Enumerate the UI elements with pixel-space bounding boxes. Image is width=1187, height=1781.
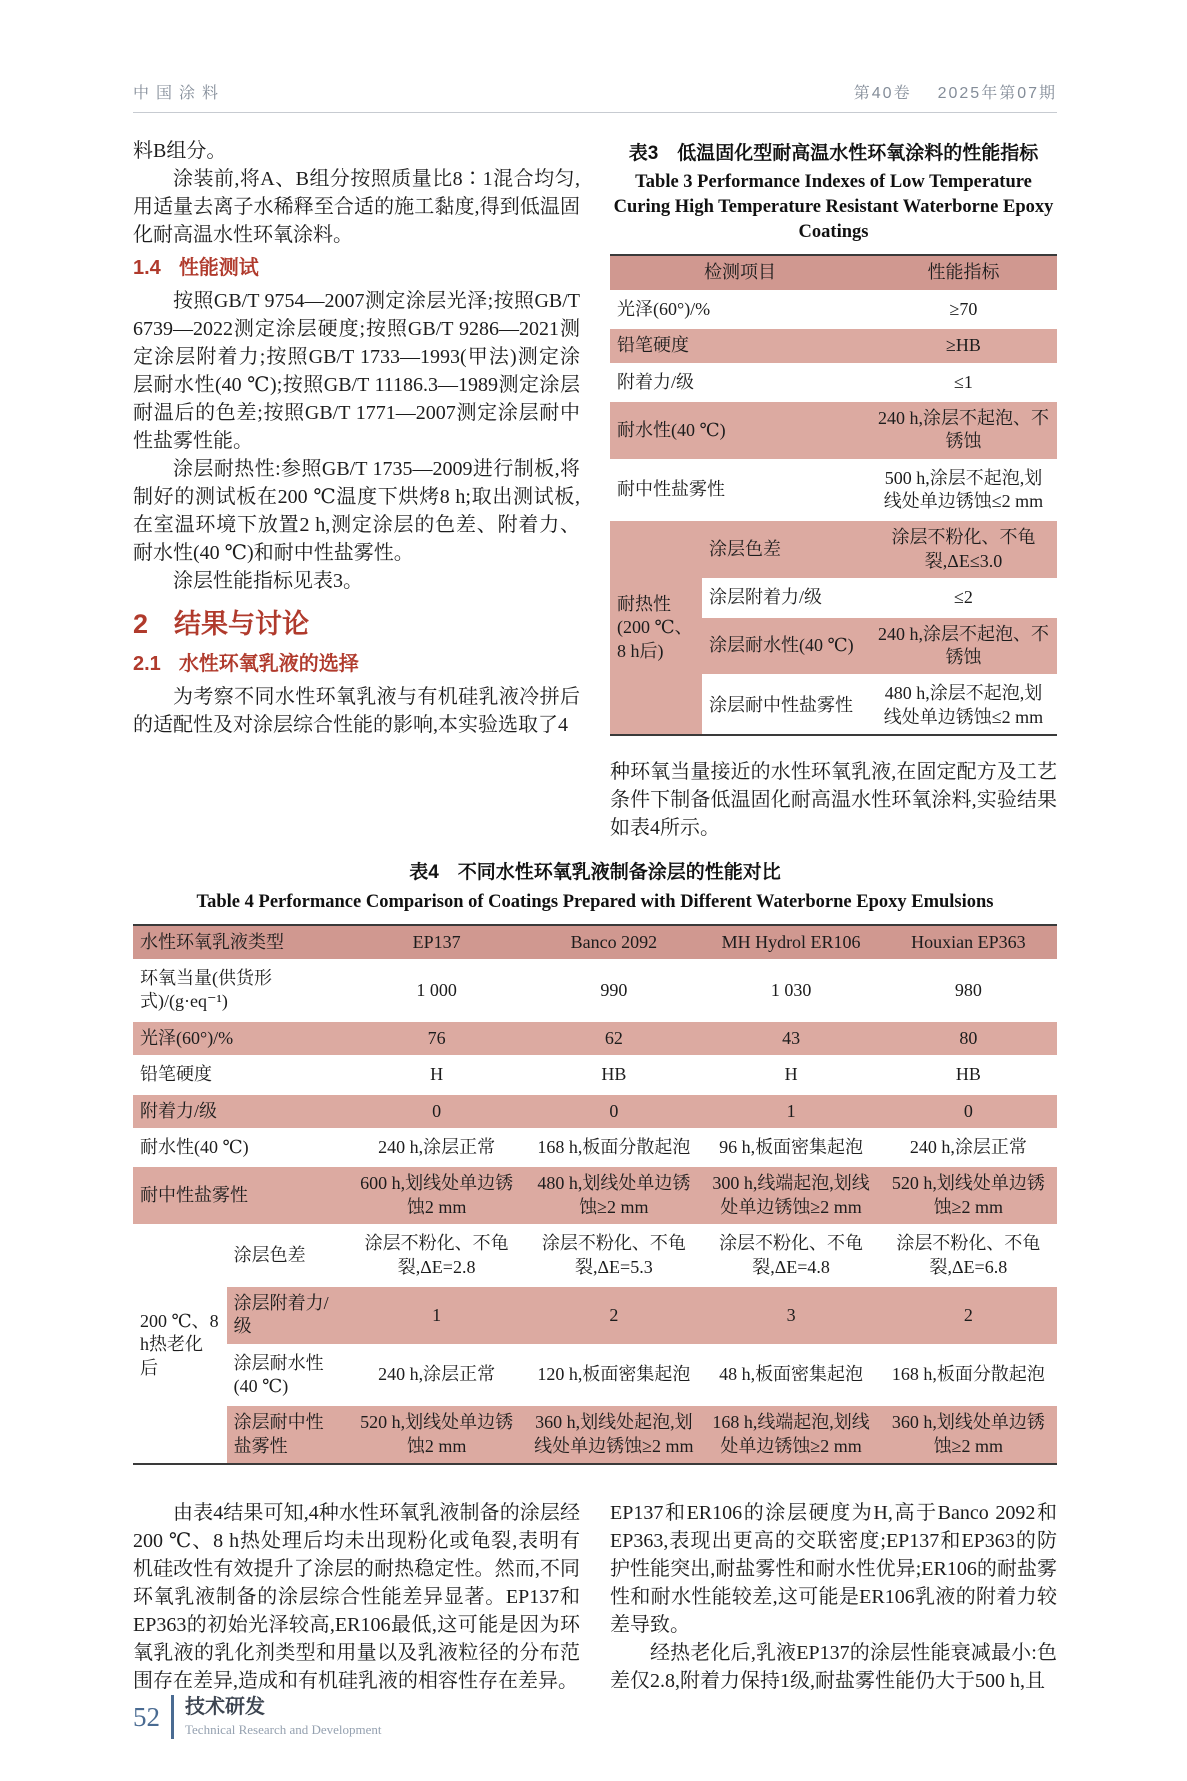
table3-header-value: 性能指标 [870,255,1057,291]
row-label: 涂层附着力/级 [227,1285,348,1345]
cell: 0 [880,1093,1057,1129]
table-row [610,364,1057,400]
paragraph: 涂层耐热性:参照GB/T 1735—2009进行制板,将制好的测试板在200 ℃温度下烘烤8 h;取出测试板,在室温环境下放置2 h,测定涂层的色差、附着力、耐水性(40 ℃)和耐中性盐雾性。 [133,458,580,564]
section-heading-2 [133,603,580,645]
section-number: 2 [133,609,149,639]
bottom-right-column [610,1499,1057,1695]
row-label: 涂层耐中性盐雾性 [709,695,853,716]
cell: 涂层不粉化、不龟裂,ΔE=2.8 [348,1226,525,1286]
footer-section-en: Technical Research and Development [185,1722,382,1738]
footer-divider-bar [171,1695,174,1739]
row-value: ≥HB [870,328,1057,364]
cell: 62 [525,1020,702,1056]
table-row [610,328,1057,364]
section-number: 2.1 [133,653,161,675]
table4-title-cn: 表4 不同水性环氧乳液制备涂层的性能对比 [409,862,781,884]
cell: 3 [702,1285,879,1345]
cell: 480 h,划线处单边锈蚀≥2 mm [525,1166,702,1226]
journal-name: 中国涂料 [133,85,226,102]
cell: 168 h,线端起泡,划线处单边锈蚀≥2 mm [702,1405,879,1464]
table-row [610,400,1057,460]
paragraph: 为考察不同水性环氧乳液与有机硅乳液冷拼后的适配性及对涂层综合性能的影响,本实验选取了4 [133,686,580,736]
cell: 96 h,板面密集起泡 [702,1129,879,1165]
row-label: 铅笔硬度 [610,328,870,364]
cell: 990 [525,961,702,1021]
table3-title-cn: 表3 低温固化型耐高温水性环氧涂料的性能指标 [628,143,1039,164]
cell: 240 h,涂层正常 [348,1129,525,1165]
paragraph: 经热老化后,乳液EP137的涂层性能衰减最小:色差仅2.8,附着力保持1级,耐盐雾性能仍大于500 h,且 [610,1642,1057,1693]
table4-header-col: Banco 2092 [525,925,702,961]
group-label: 200 ℃、8 h热老化后 [140,1311,219,1378]
bottom-two-column-section [133,1499,1057,1695]
table4 [133,924,1057,1466]
row-label: 耐水性(40 ℃) [610,400,870,460]
page-footer [133,1695,1057,1739]
footer-section-cn: 技术研发 [185,1696,265,1719]
row-label: 涂层色差 [227,1226,348,1286]
table-row [133,1405,1057,1464]
row-value: ≤1 [870,364,1057,400]
bottom-left-column [133,1499,580,1695]
table3-title-en: Table 3 Performance Indexes of Low Temperature Curing High Temperature Resistant Waterborne Epoxy Coatings [613,172,1054,243]
row-label: 耐中性盐雾性 [610,460,870,520]
cell: 520 h,划线处单边锈蚀≥2 mm [880,1166,1057,1226]
table-row [133,1285,1057,1345]
cell: 0 [525,1093,702,1129]
paragraph: 涂层性能指标见表3。 [173,570,363,592]
paragraph: 种环氧当量接近的水性环氧乳液,在固定配方及工艺条件下制备低温固化耐高温水性环氧涂料,实验结果如表4所示。 [610,761,1057,840]
row-label: 耐中性盐雾性 [133,1166,348,1226]
cell: 2 [880,1285,1057,1345]
page-number: 52 [133,1701,160,1732]
cell: 1 [348,1285,525,1345]
row-label: 铅笔硬度 [133,1057,348,1093]
cell: 1 030 [702,961,879,1021]
table4-header-row [133,925,1057,961]
cell: H [702,1057,879,1093]
table-row [133,1093,1057,1129]
row-value: 500 h,涂层不起泡,划线处单边锈蚀≤2 mm [870,460,1057,520]
section-title: 性能测试 [178,257,259,279]
cell: 168 h,板面分散起泡 [880,1345,1057,1405]
table-row [133,1129,1057,1165]
table-row [610,291,1057,327]
table4-header-type: 水性环氧乳液类型 [133,925,348,961]
table-row [133,1057,1057,1093]
volume-issue [854,80,1057,103]
cell: 240 h,涂层正常 [880,1129,1057,1165]
cell: 1 [702,1093,879,1129]
section-heading-1-4 [133,252,580,284]
paragraph: 涂装前,将A、B组分按照质量比8∶1混合均匀,用适量去离子水稀释至合适的施工黏度,得到低温固化耐高温水性环氧涂料。 [133,168,580,246]
cell: 168 h,板面分散起泡 [525,1129,702,1165]
table-row [610,460,1057,520]
row-label: 环氧当量(供货形式)/(g·eq⁻¹) [133,961,348,1021]
row-label: 涂层耐中性盐雾性 [227,1405,348,1464]
row-value: ≤2 [870,580,1057,616]
cell: H [348,1057,525,1093]
cell: 80 [880,1020,1057,1056]
table-row [610,520,1057,580]
cell: 980 [880,961,1057,1021]
paragraph: 由表4结果可知,4种水性环氧乳液制备的涂层经200 ℃、8 h热处理后均未出现粉化或龟裂,表明有机硅改性有效提升了涂层的耐热稳定性。然而,不同环氧乳液制备的涂层综合性能差异显著。EP137和EP363的初始光泽较高,ER106最低,这可能是因为环氧乳液的乳化剂类型和用量以及乳液粒径的分布范围存在差异,造成和有机硅乳液的相容性存在差异。 [133,1502,580,1693]
table-row [133,1166,1057,1226]
table4-title-en: Table 4 Performance Comparison of Coatings Prepared with Different Waterborne Epoxy Emulsions [196,891,994,912]
cell: 1 000 [348,961,525,1021]
row-label: 附着力/级 [133,1093,348,1129]
top-left-column [133,137,580,842]
table3-header-item: 检测项目 [610,255,870,291]
cell: 520 h,划线处单边锈蚀2 mm [348,1405,525,1464]
row-value: 480 h,涂层不起泡,划线处单边锈蚀≤2 mm [883,683,1044,727]
cell: 涂层不粉化、不龟裂,ΔE=5.3 [525,1226,702,1286]
page-header [133,80,1057,113]
row-label: 涂层色差 [702,520,870,580]
row-value: 240 h,涂层不起泡、不锈蚀 [870,400,1057,460]
table3 [610,254,1057,736]
cell: 360 h,划线处起泡,划线处单边锈蚀≥2 mm [525,1405,702,1464]
row-value: 240 h,涂层不起泡、不锈蚀 [870,616,1057,676]
paragraph: 按照GB/T 9754—2007测定涂层光泽;按照GB/T 6739—2022测定涂层硬度;按照GB/T 9286—2021测定涂层附着力;按照GB/T 1733—1993(甲法)测定涂层耐水性(40 ℃);按照GB/T 11186.3—1989测定涂层耐温后的色差;按照GB/T 1771—2007测定涂层耐中性盐雾性能。 [133,290,580,452]
section-title: 结果与讨论 [174,609,310,639]
table4-header-col: EP137 [348,925,525,961]
row-label: 耐水性(40 ℃) [133,1129,348,1165]
cell: 240 h,涂层正常 [348,1345,525,1405]
table4-block [133,858,1057,1465]
volume-label: 第40卷 [853,85,912,102]
row-label: 涂层附着力/级 [702,580,870,616]
table-row [133,1020,1057,1056]
group-label: 耐热性(200 ℃、8 h后) [610,520,702,735]
cell: 涂层不粉化、不龟裂,ΔE=4.8 [702,1226,879,1286]
top-right-column [610,137,1057,842]
cell: 120 h,板面密集起泡 [525,1345,702,1405]
cell: 600 h,划线处单边锈蚀2 mm [348,1166,525,1226]
section-heading-2-1 [133,648,580,680]
cell: 涂层不粉化、不龟裂,ΔE=6.8 [880,1226,1057,1286]
row-label: 光泽(60°)/% [133,1020,348,1056]
cell: 48 h,板面密集起泡 [702,1345,879,1405]
table3-header-row [610,255,1057,291]
row-value: ≥70 [870,291,1057,327]
footer-section [185,1696,382,1738]
cell: HB [880,1057,1057,1093]
row-label: 涂层耐水性(40 ℃) [227,1345,348,1405]
table-row [133,961,1057,1021]
cell: 2 [525,1285,702,1345]
cell: 0 [348,1093,525,1129]
table3-block [610,139,1057,736]
row-label: 光泽(60°)/% [610,291,870,327]
table4-header-col: Houxian EP363 [880,925,1057,961]
section-number: 1.4 [133,257,161,279]
cell: 43 [702,1020,879,1056]
paragraph: 料B组分。 [133,140,227,162]
row-value: 涂层不粉化、不龟裂,ΔE≤3.0 [870,520,1057,580]
cell: 360 h,划线处单边锈蚀≥2 mm [880,1405,1057,1464]
cell: 300 h,线端起泡,划线处单边锈蚀≥2 mm [702,1166,879,1226]
section-title: 水性环氧乳液的选择 [178,653,359,675]
cell: 76 [348,1020,525,1056]
row-label: 涂层耐水性(40 ℃) [702,616,870,676]
cell: HB [525,1057,702,1093]
table4-header-col: MH Hydrol ER106 [702,925,879,961]
row-label: 附着力/级 [610,364,870,400]
issue-label: 2025年第07期 [937,85,1057,102]
paragraph: EP137和ER106的涂层硬度为H,高于Banco 2092和EP363,表现出更高的交联密度;EP137和EP363的防护性能突出,耐盐雾性和耐水性优异;ER106的耐盐雾性和耐水性能较差,这可能是ER106乳液的附着力较差导致。 [610,1502,1057,1637]
table-row [133,1226,1057,1286]
table-row [133,1345,1057,1405]
top-two-column-section [133,137,1057,842]
